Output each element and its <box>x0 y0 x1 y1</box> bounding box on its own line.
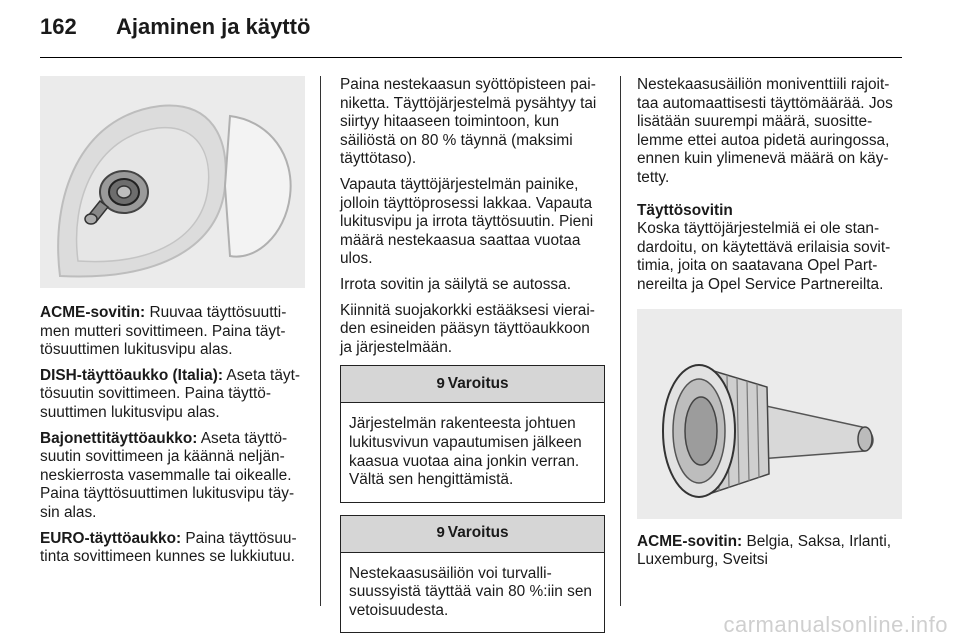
column-3 <box>637 76 902 577</box>
caption-acme-countries: ACME-sovitin: Belgia, Saksa, Irlanti, Luxemburg, Sveitsi <box>637 532 892 569</box>
watermark-text: carmanualsonline.info <box>723 612 948 637</box>
column-divider-2 <box>620 76 621 606</box>
paragraph-remove-adapter: Irrota sovitin ja säilytä se autossa. <box>340 275 571 293</box>
warning-triangle-icon: 9 <box>436 375 445 393</box>
paragraph-multivalve: Nestekaasusäiliön moniventtiili rajoittaa automaattisesti täyttömäärää. Jos lisätään suurempi määrä, suosittelemme ettei autoa pidetä auringossa, ennen kuin ylimenevä määrä on käytetty. <box>637 76 893 186</box>
fuel-filler-flap-illustration <box>40 76 305 288</box>
acme-adapter-illustration <box>637 309 902 519</box>
paragraph-press-button: Paina nestekaasun syöttöpisteen painiketta. Täyttöjärjestelmä pysähtyy tai siirtyy hitaaseen toimintoon, kun säiliöstä on 80 % täynnä (maksimi täyttötaso). <box>340 76 597 168</box>
warning-box-2 <box>340 515 605 634</box>
warning-text: Järjestelmän rakenteesta johtuen lukitusvivun vapautumisen jälkeen kaasua vuotaa aina jonkin verran. Vältä sen hengittämistä. <box>349 415 582 489</box>
paragraph-adapters: Koska täyttöjärjestelmiä ei ole standardoitu, on käytettävä erilaisia sovittimia, joita on saatavana Opel Partnereilta ja Opel Service Partnereilta. <box>637 220 891 293</box>
fuel-filler-icon <box>40 76 305 288</box>
page-number: 162 <box>40 14 77 39</box>
paragraph-euro: EURO-täyttöaukko: Paina täyttösuutinta sovittimeen kunnes se lukkiutuu. <box>40 529 297 566</box>
column-1 <box>40 76 305 574</box>
warning-box-1 <box>340 365 605 502</box>
header-rule <box>40 57 902 58</box>
acme-adapter-icon <box>637 309 902 519</box>
warning-header <box>341 516 604 553</box>
page-header <box>40 14 310 54</box>
page-title: Ajaminen ja käyttö <box>116 14 311 39</box>
warning-header <box>341 366 604 403</box>
warning-triangle-icon: 9 <box>436 524 445 542</box>
warning-title: Varoitus <box>447 524 509 542</box>
paragraph-dish: DISH-täyttöaukko (Italia): Aseta täyttösuutin sovittimeen. Paina täyttösuuttimen lukitusvipu alas. <box>40 366 301 421</box>
paragraph-fit-cap: Kiinnitä suojakorkki estääksesi vieraiden esineiden pääsyn täyttöaukkoon ja järjestelmään. <box>340 301 595 356</box>
paragraph-bayonet: Bajonettitäyttöaukko: Aseta täyttösuutin sovittimeen ja käännä neljänneskierrosta vasemmalle tai oikealle. Paina täyttösuuttimen lukitusvipu täysin alas. <box>40 429 295 521</box>
column-divider-1 <box>320 76 321 606</box>
paragraph-acme: ACME-sovitin: Ruuvaa täyttösuuttimen mutteri sovittimeen. Paina täyttösuuttimen lukitusvipu alas. <box>40 304 287 359</box>
warning-text: Nestekaasusäiliön voi turvallisuussyistä täyttää vain 80 %:iin sen vetoisuudesta. <box>349 564 592 619</box>
column-2 <box>340 76 605 633</box>
subheading-filling-adapter: Täyttösovitin <box>637 201 733 219</box>
paragraph-release-button: Vapauta täyttöjärjestelmän painike, jolloin täyttöprosessi lakkaa. Vapauta lukitusvipu ja irrota täyttösuutin. Pieni määrä nestekaasua saattaa vuotaa ulos. <box>340 175 594 268</box>
warning-title: Varoitus <box>447 375 509 393</box>
